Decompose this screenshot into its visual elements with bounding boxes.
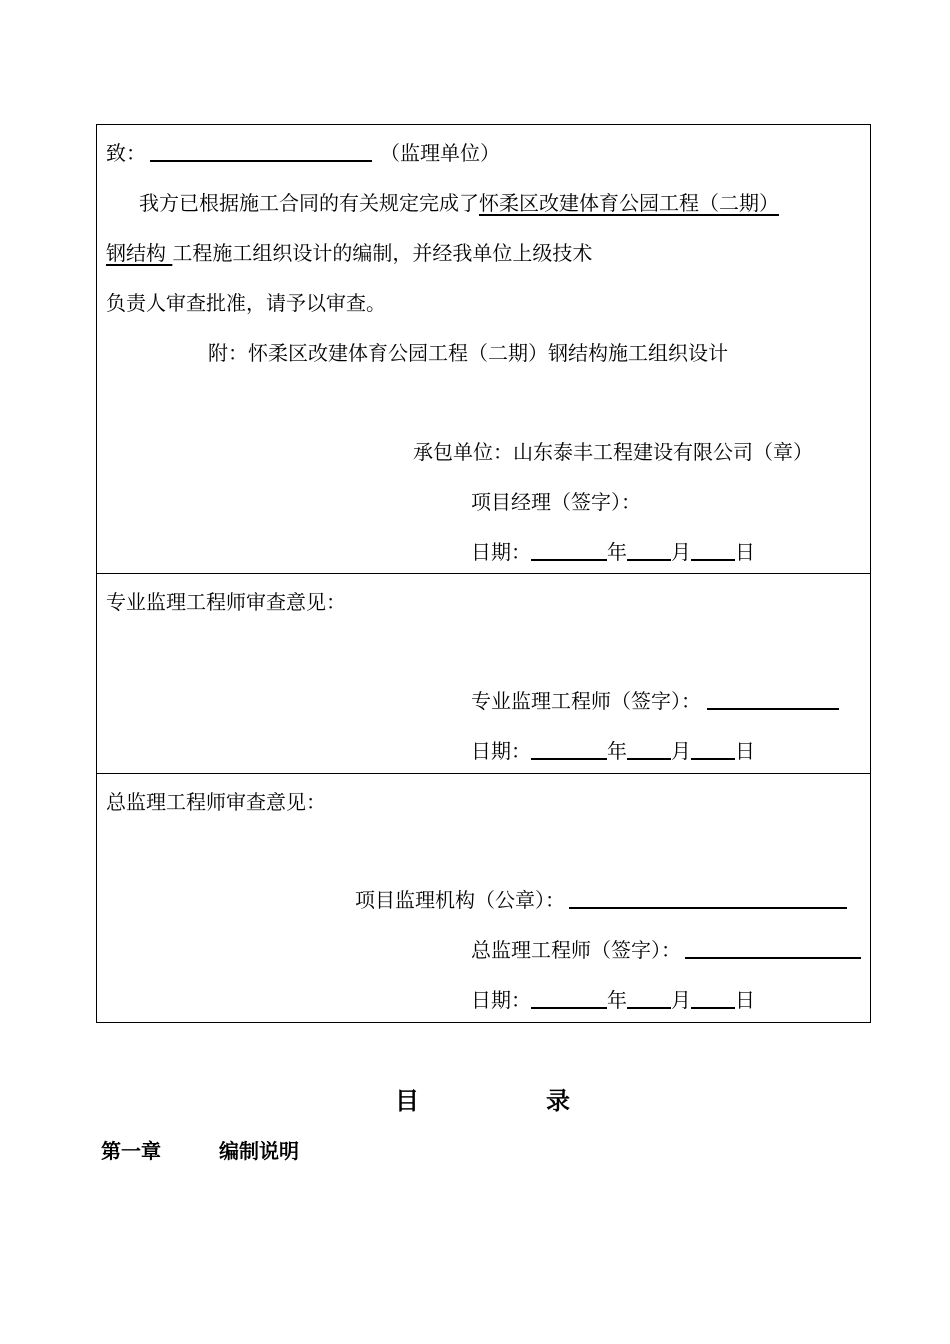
year-blank[interactable]: [531, 738, 607, 760]
addressee-label: 致：: [106, 141, 146, 165]
agency-seal-blank[interactable]: [569, 887, 847, 909]
year-blank[interactable]: [531, 987, 607, 1009]
project-manager-signature-line: 项目经理（签字）：: [471, 490, 641, 514]
chief-signature-line: 总监理工程师（签字）：: [471, 937, 861, 963]
specialist-signature-blank[interactable]: [707, 688, 839, 710]
toc-chapter-number[interactable]: 第一章: [101, 1139, 161, 1163]
day-blank[interactable]: [691, 738, 735, 760]
month-blank[interactable]: [627, 539, 671, 561]
specialist-date-line: 日期： 年 月 日: [471, 739, 755, 763]
supervision-unit-blank[interactable]: [150, 140, 372, 162]
paragraph-line-3: 负责人审查批准，请予以审查。: [106, 291, 386, 315]
day-blank[interactable]: [691, 539, 735, 561]
month-blank[interactable]: [627, 738, 671, 760]
paragraph-text-2: 工程施工组织设计的编制，并经我单位上级技术: [172, 241, 593, 265]
chief-review-cell: [97, 774, 870, 1022]
toc-title-char-1: 目: [395, 1086, 419, 1115]
attachment-line: 附：怀柔区改建体育公园工程（二期）钢结构施工组织设计: [208, 341, 728, 365]
chief-date-line: 日期： 年 月 日: [471, 988, 755, 1012]
specialist-opinion-title: 专业监理工程师审查意见：: [106, 590, 346, 614]
paragraph-line-2: [106, 240, 592, 266]
contractor-submission-cell: [97, 125, 870, 574]
year-blank[interactable]: [531, 539, 607, 561]
specialist-signature-line: 专业监理工程师（签字）：: [471, 688, 839, 714]
paragraph-line-1: [139, 190, 779, 216]
project-name: 怀柔区改建体育公园工程（二期）: [479, 191, 779, 215]
contractor-line: 承包单位：山东泰丰工程建设有限公司（章）: [413, 440, 813, 464]
month-blank[interactable]: [627, 987, 671, 1009]
addressee-line: [106, 140, 500, 166]
specialist-review-cell: [97, 574, 870, 774]
submission-form-table: [96, 124, 871, 1023]
project-name-continued: 钢结构: [106, 241, 166, 265]
chief-signature-blank[interactable]: [685, 937, 861, 959]
toc-chapter-title[interactable]: 编制说明: [219, 1139, 299, 1163]
paragraph-text-1: 我方已根据施工合同的有关规定完成了: [139, 191, 479, 215]
day-blank[interactable]: [691, 987, 735, 1009]
agency-seal-line: 项目监理机构（公章）：: [355, 887, 847, 913]
toc-title-char-2: 录: [546, 1086, 570, 1115]
supervision-unit-label: （监理单位）: [380, 141, 500, 165]
contractor-date-line: 日期： 年 月 日: [471, 540, 755, 564]
chief-opinion-title: 总监理工程师审查意见：: [106, 790, 326, 814]
